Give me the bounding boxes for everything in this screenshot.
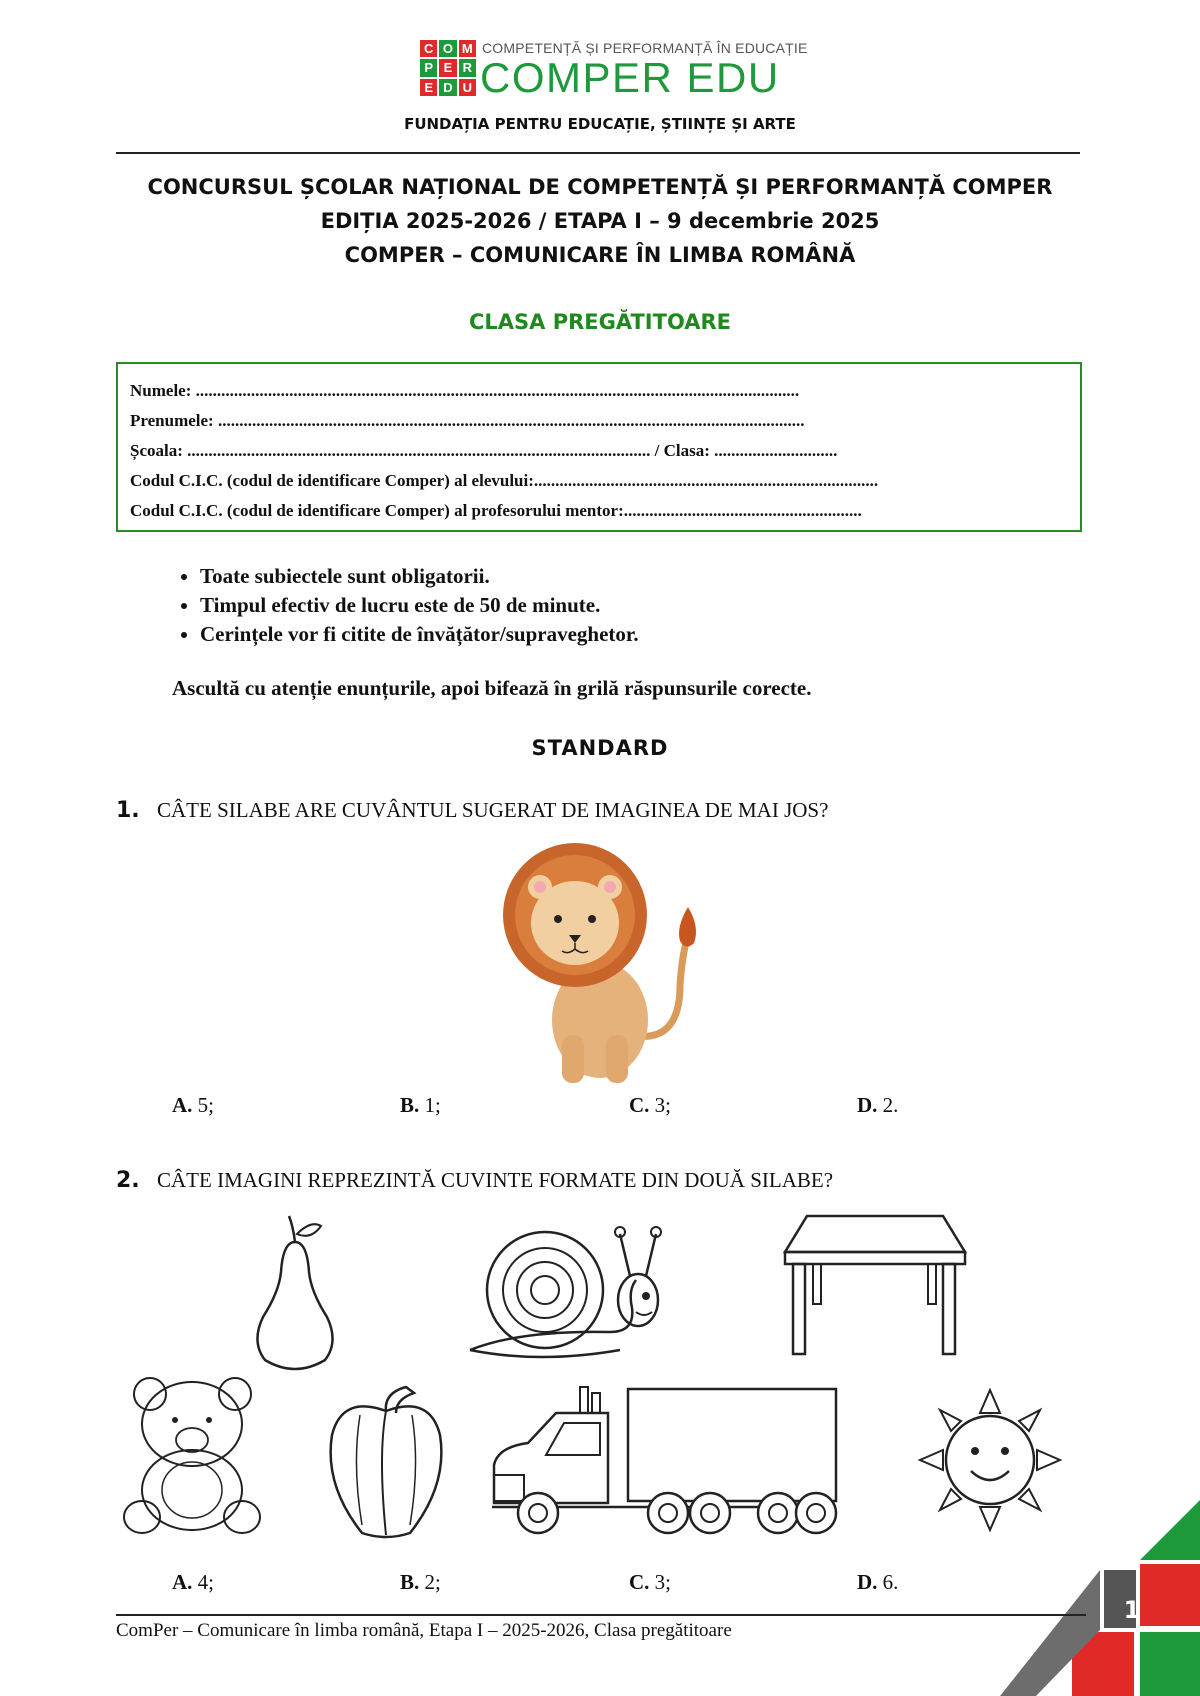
lion-illustration [490, 835, 720, 1085]
bell-pepper-illustration [322, 1385, 450, 1540]
rule-item: • Cerințele vor fi citite de învățător/supraveghetor. [200, 620, 639, 649]
question-text: CÂTE IMAGINI REPREZINTĂ CUVINTE FORMATE DIN DOUĂ SILABE? [157, 1168, 834, 1192]
footer-divider [116, 1614, 1086, 1616]
answer-option[interactable]: C. 3; [629, 1093, 672, 1117]
school-class-field[interactable]: Școala: ............................................................................................................. / Clasa: ............................. [130, 441, 838, 460]
subject-title: COMPER – COMUNICARE ÎN LIMBA ROMÂNĂ [344, 243, 856, 267]
rule-item: • Timpul efectiv de lucru este de 50 de minute. [200, 591, 639, 620]
logo-tagline: COMPETENȚĂ ȘI PERFORMANȚĂ ÎN EDUCAȚIE [482, 40, 808, 56]
logo-letter: D [439, 79, 456, 96]
logo-letter: O [439, 40, 456, 57]
corner-decoration [1000, 1500, 1200, 1696]
logo-letter: C [420, 40, 437, 57]
table-illustration [783, 1212, 968, 1357]
rules-list [168, 562, 639, 649]
contest-title: CONCURSUL ȘCOLAR NAȚIONAL DE COMPETENȚĂ ȘI PERFORMANȚĂ COMPER [147, 175, 1053, 199]
section-title: STANDARD [531, 736, 669, 760]
answer-option[interactable]: B. 1; [400, 1093, 441, 1117]
answer-option[interactable]: A. 4; [172, 1570, 215, 1594]
edition-title: EDIȚIA 2025-2026 / ETAPA I – 9 decembrie 2025 [320, 209, 880, 233]
instruction-text: Ascultă cu atenție enunțurile, apoi bifează în grilă răspunsurile corecte. [172, 676, 812, 700]
first-name-field[interactable]: Prenumele: .......................................................................................................................................... [130, 411, 805, 430]
truck-illustration [488, 1383, 840, 1541]
snail-illustration [460, 1220, 670, 1365]
footer-text: ComPer – Comunicare în limba română, Etapa I – 2025-2026, Clasa pregătitoare [116, 1620, 732, 1641]
logo-letter: P [420, 59, 437, 76]
class-title: CLASA PREGĂTITOARE [468, 310, 732, 334]
question-number: 2. [116, 1168, 140, 1193]
student-info-box [116, 362, 1082, 532]
name-field[interactable]: Numele: .............................................................................................................................................. [130, 381, 800, 400]
logo-letter: E [439, 59, 456, 76]
answer-option[interactable]: A. 5; [172, 1093, 215, 1117]
answer-option[interactable]: C. 3; [629, 1570, 672, 1594]
logo-letter: R [459, 59, 476, 76]
question-number: 1. [116, 798, 140, 823]
logo-letter: M [459, 40, 476, 57]
logo-title: COMPER EDU [480, 54, 780, 101]
foundation-name: FUNDAȚIA PENTRU EDUCAȚIE, ȘTIINȚE ȘI ARTE [404, 115, 796, 133]
logo-letter: E [420, 79, 437, 96]
answer-option[interactable]: B. 2; [400, 1570, 441, 1594]
question-text: CÂTE SILABE ARE CUVÂNTUL SUGERAT DE IMAGINEA DE MAI JOS? [157, 798, 829, 822]
rule-item: • Toate subiectele sunt obligatorii. [200, 562, 639, 591]
mentor-cic-field[interactable]: Codul C.I.C. (codul de identificare Comper) al profesorului mentor:........................................................ [130, 501, 862, 520]
comper-logo [420, 40, 476, 96]
teddy-bear-illustration [120, 1372, 265, 1537]
answer-option[interactable]: D. 2. [857, 1093, 899, 1117]
pear-illustration [245, 1212, 345, 1372]
logo-letter: U [459, 79, 476, 96]
header-divider [116, 152, 1080, 154]
answer-option[interactable]: D. 6. [857, 1570, 899, 1594]
student-cic-field[interactable]: Codul C.I.C. (codul de identificare Comper) al elevului:................................................................................. [130, 471, 879, 490]
page-number: 1 [1123, 1596, 1141, 1624]
